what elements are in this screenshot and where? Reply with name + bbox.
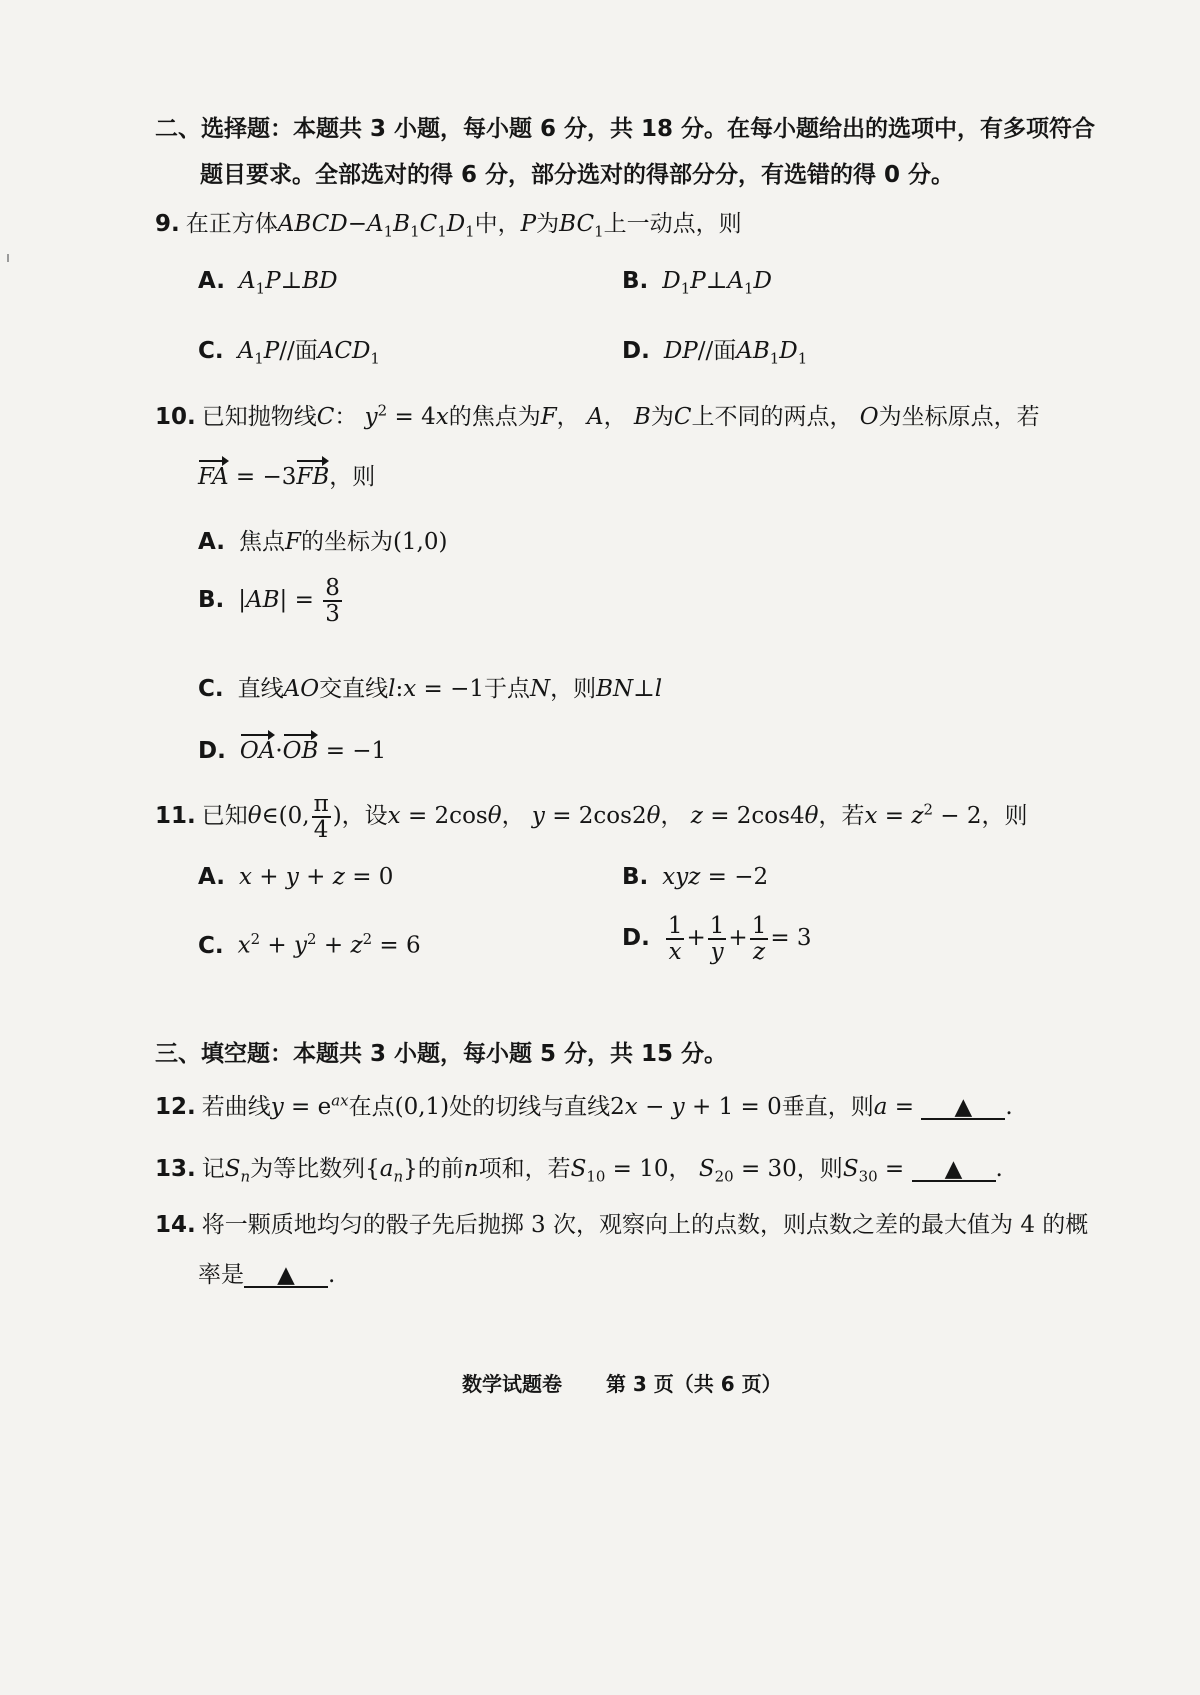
- q13-number: 13.: [155, 1156, 196, 1182]
- scan-speck: [7, 254, 9, 262]
- page-footer: [462, 1368, 782, 1397]
- q14-stem: 14. 将一颗质地均匀的骰子先后抛掷 3 次，观察向上的点数，则点数之差的最大值为 4 的概: [155, 1212, 1089, 1238]
- q10-option-a: A. 焦点F的坐标为(1,0): [198, 529, 448, 555]
- q10-option-d: D. OA·OB = −1: [198, 732, 386, 764]
- q12-answer-blank[interactable]: ▲: [921, 1096, 1005, 1120]
- q11-stem: 11. 已知θ∈(0, $\frac{\pi}{4}$ )，设x = 2cosθ， y = 2cos2θ， z = 2cos4θ，若$x = z^2 - 2$，则: [155, 791, 1028, 843]
- section-2-header: 二、选择题：本题共 3 小题，每小题 6 分，共 18 分。在每小题给出的选项中，有多项符合: [155, 116, 1096, 142]
- q9-number: 9.: [155, 211, 180, 237]
- q12-number: 12.: [155, 1094, 196, 1120]
- q12-stem: 12. 若曲线$y = e^{ax}$在点(0,1)处的切线与直线2x − y + 1 = 0垂直，则a = ▲ .: [155, 1091, 1013, 1120]
- q9-option-c: C. $A_1P//$面$ACD_1$: [198, 338, 380, 368]
- section-3-header: 三、填空题：本题共 3 小题，每小题 5 分，共 15 分。: [155, 1041, 728, 1067]
- q10-stem: 10. 已知抛物线C： $y^2 = 4x$的焦点为F， A， B为C上不同的两点， O为坐标原点，若: [155, 401, 1040, 430]
- q10-number: 10.: [155, 404, 196, 430]
- q11-number: 11.: [155, 803, 196, 829]
- q10-option-b: B. |AB| = $\frac{8}{3}$: [198, 575, 340, 627]
- q9-option-a: A. $A_1P\perp BD$: [198, 268, 338, 298]
- footer-title: 数学试题卷: [462, 1372, 562, 1396]
- q14-answer-blank[interactable]: ▲: [244, 1264, 328, 1288]
- section-2-header-line2: 题目要求。全部选对的得 6 分，部分选对的得部分分，有选错的得 0 分。: [200, 162, 955, 188]
- q9-option-d: D. DP//面$AB_1D_1$: [622, 338, 808, 368]
- q10-stem-line2: FA = −3FB，则: [198, 458, 375, 491]
- q11-option-c: C. $x^2 + y^2 + z^2 = 6$: [198, 930, 421, 959]
- footer-page-number: 第 3 页（共 6 页）: [605, 1372, 782, 1396]
- q11-option-b: B. xyz = −2: [622, 864, 769, 890]
- q11-option-a: A. x + y + z = 0: [198, 864, 394, 890]
- q14-number: 14.: [155, 1212, 196, 1238]
- q10-option-c: C. 直线AO交直线l:x = −1于点N，则BN⊥l: [198, 676, 663, 702]
- q9-option-b: B. $D_1P\perp A_1D$: [622, 268, 772, 298]
- q9-stem: 9. 在正方体$ABCD-A_1B_1C_1D_1$中，P为$BC_1$上一动点，则: [155, 211, 742, 241]
- q14-stem-line2: 率是 ▲ .: [198, 1262, 336, 1288]
- q11-option-d: D. $\frac{1}{x}$ + $\frac{1}{y}$ + $\frac{1}{z}$ = 3: [622, 913, 812, 965]
- q13-stem: 13. 记$S_n$为等比数列$\{a_n\}$的前n项和，若$S_{10} = 10$， $S_{20} = 30$，则$S_{30}$ = ▲ .: [155, 1156, 1003, 1186]
- q13-answer-blank[interactable]: ▲: [912, 1158, 996, 1182]
